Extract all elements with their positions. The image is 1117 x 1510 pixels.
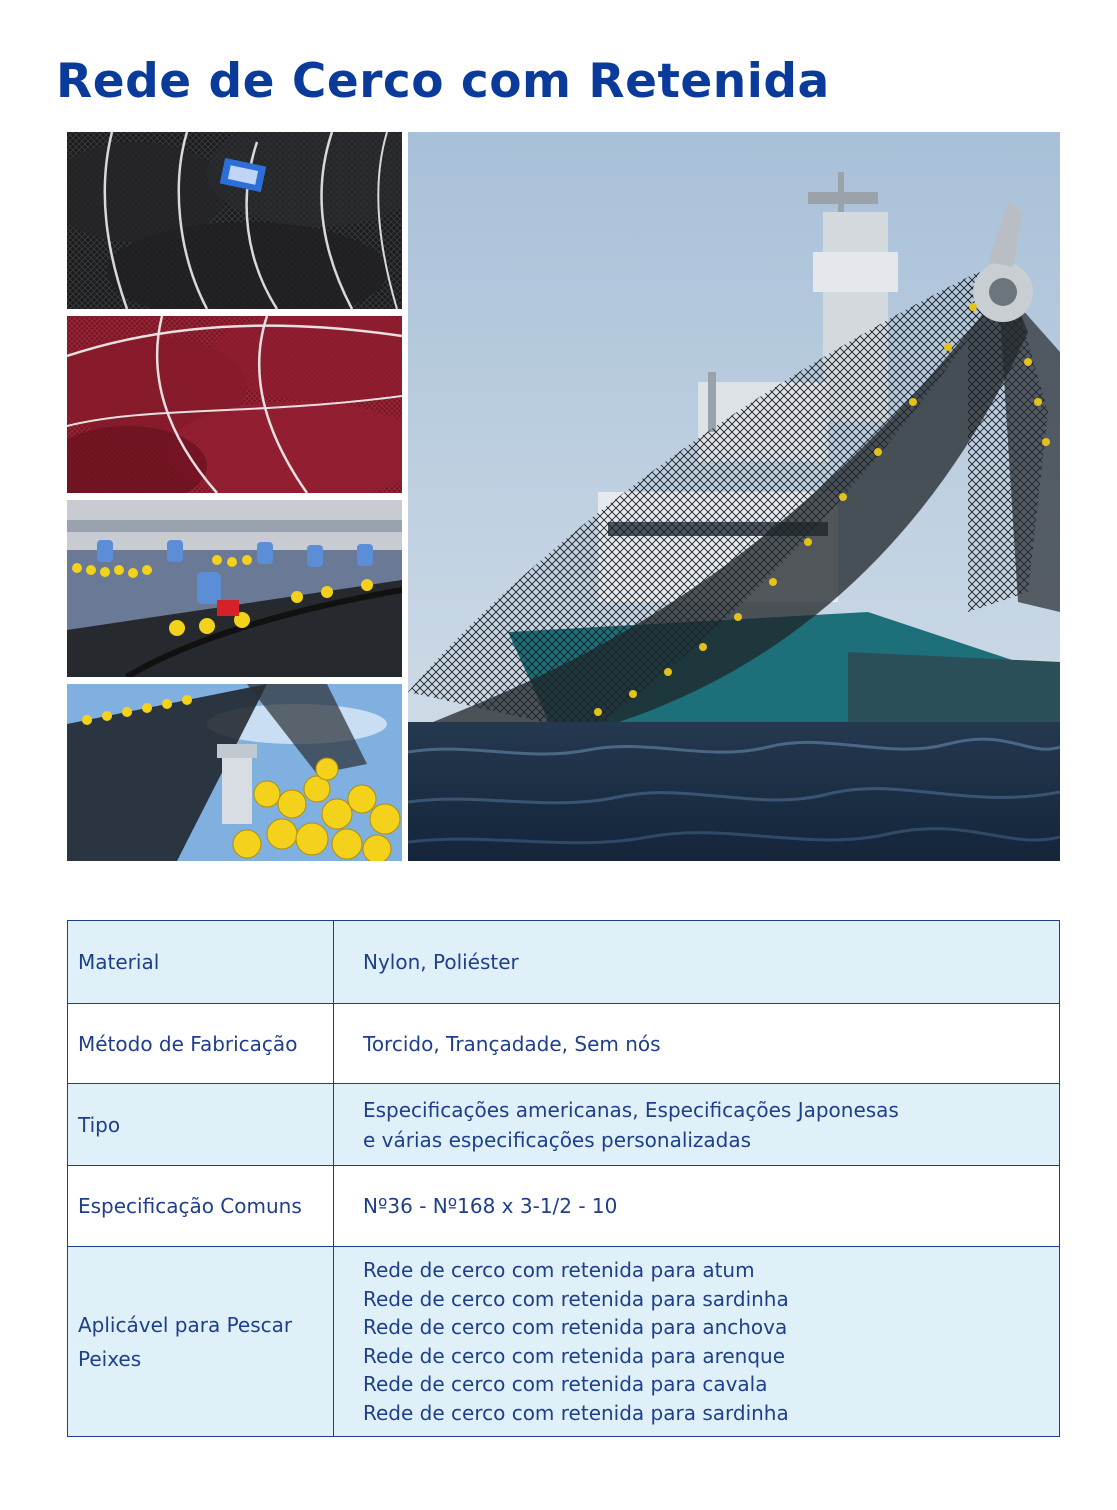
spec-value-applicable-fish xyxy=(334,1247,1060,1437)
spec-value-text: Rede de cerco com retenida para sardinha xyxy=(363,1400,789,1425)
table-row xyxy=(68,1166,1060,1247)
spec-value-text: Torcido, Trançadade, Sem nós xyxy=(363,1031,661,1056)
spec-label-text: Método de Fabricação xyxy=(78,1031,298,1056)
spec-label-text: Peixes xyxy=(78,1346,142,1371)
spec-value-text: Nylon, Poliéster xyxy=(363,950,519,974)
spec-value-text: Rede de cerco com retenida para anchova xyxy=(363,1315,788,1339)
spec-value-type xyxy=(334,1084,1060,1166)
table-row xyxy=(68,1247,1060,1437)
spec-value-text: Especificações americanas, Especificações Japonesas xyxy=(363,1097,899,1122)
spec-value-material xyxy=(334,921,1060,1004)
purse-seiner-ship-photo xyxy=(408,132,1060,861)
specification-table xyxy=(67,920,1060,1437)
spec-label-text: Especificação Comuns xyxy=(78,1194,302,1218)
table-row xyxy=(68,921,1060,1004)
spec-value-text: Rede de cerco com retenida para cavala xyxy=(363,1372,768,1396)
spec-value-text: Rede de cerco com retenida para arenque xyxy=(363,1343,786,1368)
red-net-bales-photo xyxy=(67,316,402,493)
black-net-bales-photo xyxy=(67,132,402,309)
spec-value-text: Rede de cerco com retenida para sardinha xyxy=(363,1286,789,1311)
floats-net-photo xyxy=(67,684,402,861)
table-row xyxy=(68,1004,1060,1084)
spec-value-text: Rede de cerco com retenida para atum xyxy=(363,1258,755,1282)
spec-value-manufacturing-method xyxy=(334,1004,1060,1084)
spec-label-common-spec xyxy=(68,1166,334,1247)
spec-label-applicable-fish xyxy=(68,1247,334,1437)
factory-workers-photo xyxy=(67,500,402,677)
spec-value-text: Nº36 - Nº168 x 3-1/2 - 10 xyxy=(363,1194,618,1218)
page-title: Rede de Cerco com Retenida xyxy=(56,54,830,109)
spec-value-common-spec xyxy=(334,1166,1060,1247)
spec-value-text: e várias especificações personalizadas xyxy=(363,1127,752,1152)
spec-label-text: Material xyxy=(78,950,160,974)
spec-label-manufacturing-method xyxy=(68,1004,334,1084)
spec-label-text: Tipo xyxy=(78,1112,121,1137)
spec-label-type xyxy=(68,1084,334,1166)
spec-label-text: Aplicável para Pescar xyxy=(78,1312,293,1337)
table-row xyxy=(68,1084,1060,1166)
spec-label-material xyxy=(68,921,334,1004)
